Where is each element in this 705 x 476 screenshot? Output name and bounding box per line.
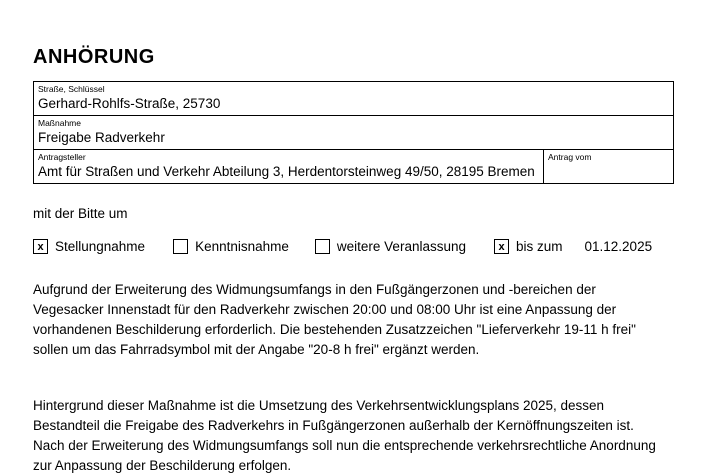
checkbox-box[interactable]: x [33, 239, 48, 254]
checkbox-label: bis zum [516, 239, 563, 254]
checkbox-label: Stellungnahme [55, 239, 146, 254]
measure-label: Maßnahme [38, 118, 81, 128]
table-row [34, 82, 674, 116]
checkbox-box[interactable]: x [494, 239, 509, 254]
request-note: mit der Bitte um [33, 206, 128, 221]
checkbox-label: weitere Veranlassung [336, 239, 466, 254]
deadline-date: 01.12.2025 [584, 239, 653, 254]
table-row [34, 150, 674, 184]
application-date-label: Antrag vom [548, 152, 592, 162]
street-value: Gerhard-Rohlfs-Straße, 25730 [38, 96, 221, 111]
paragraph-1: Aufgrund der Erweiterung des Widmungsumfangs in den Fußgängerzonen und -bereichen der Vegesacker Innenstadt für den Radverkehr zwischen 20:00 und 08:00 Uhr ist eine Anpassung der vorhandenen Beschilderung erforderlich. Die bestehenden Zusatzzeichen "Lieferverkehr 19-11 h frei" sollen um das Fahrradsymbol mit der Angabe "20-8 h frei" ergänzt werden. [33, 282, 636, 357]
applicant-cell [34, 150, 544, 184]
page-title: ANHÖRUNG [33, 46, 155, 68]
applicant-value: Amt für Straßen und Verkehr Abteilung 3, Herdentorsteinweg 49/50, 28195 Bremen [38, 164, 535, 179]
measure-cell [34, 116, 674, 150]
form-table [33, 81, 674, 184]
checkbox-weitere-veranlassung[interactable] [315, 239, 466, 254]
measure-value: Freigabe Radverkehr [38, 130, 165, 145]
document-page [33, 0, 673, 476]
checkbox-box[interactable] [315, 239, 330, 254]
street-label: Straße, Schlüssel [38, 84, 105, 94]
checkbox-row [33, 239, 673, 254]
checkbox-bis-zum[interactable] [494, 239, 563, 254]
checkbox-label: Kenntnisnahme [195, 239, 289, 254]
street-cell [34, 82, 674, 116]
table-row [34, 116, 674, 150]
checkbox-box[interactable] [173, 239, 188, 254]
applicant-label: Antragsteller [38, 152, 86, 162]
paragraph-2: Hintergrund dieser Maßnahme ist die Umsetzung des Verkehrsentwicklungsplans 2025, dessen Bestandteil die Freigabe des Radverkehrs in Fußgängerzonen außerhalb der Kernöffnungszeiten ist. Nach der Erweiterung des Widmungsumfangs soll nun die entsprechende verkehrsrechtliche Anordnung zur Anpassung der Beschilderung erfolgen. [33, 398, 656, 473]
checkbox-kenntnisnahme[interactable] [173, 239, 289, 254]
checkbox-stellungnahme[interactable] [33, 239, 145, 254]
application-date-cell [544, 150, 674, 184]
